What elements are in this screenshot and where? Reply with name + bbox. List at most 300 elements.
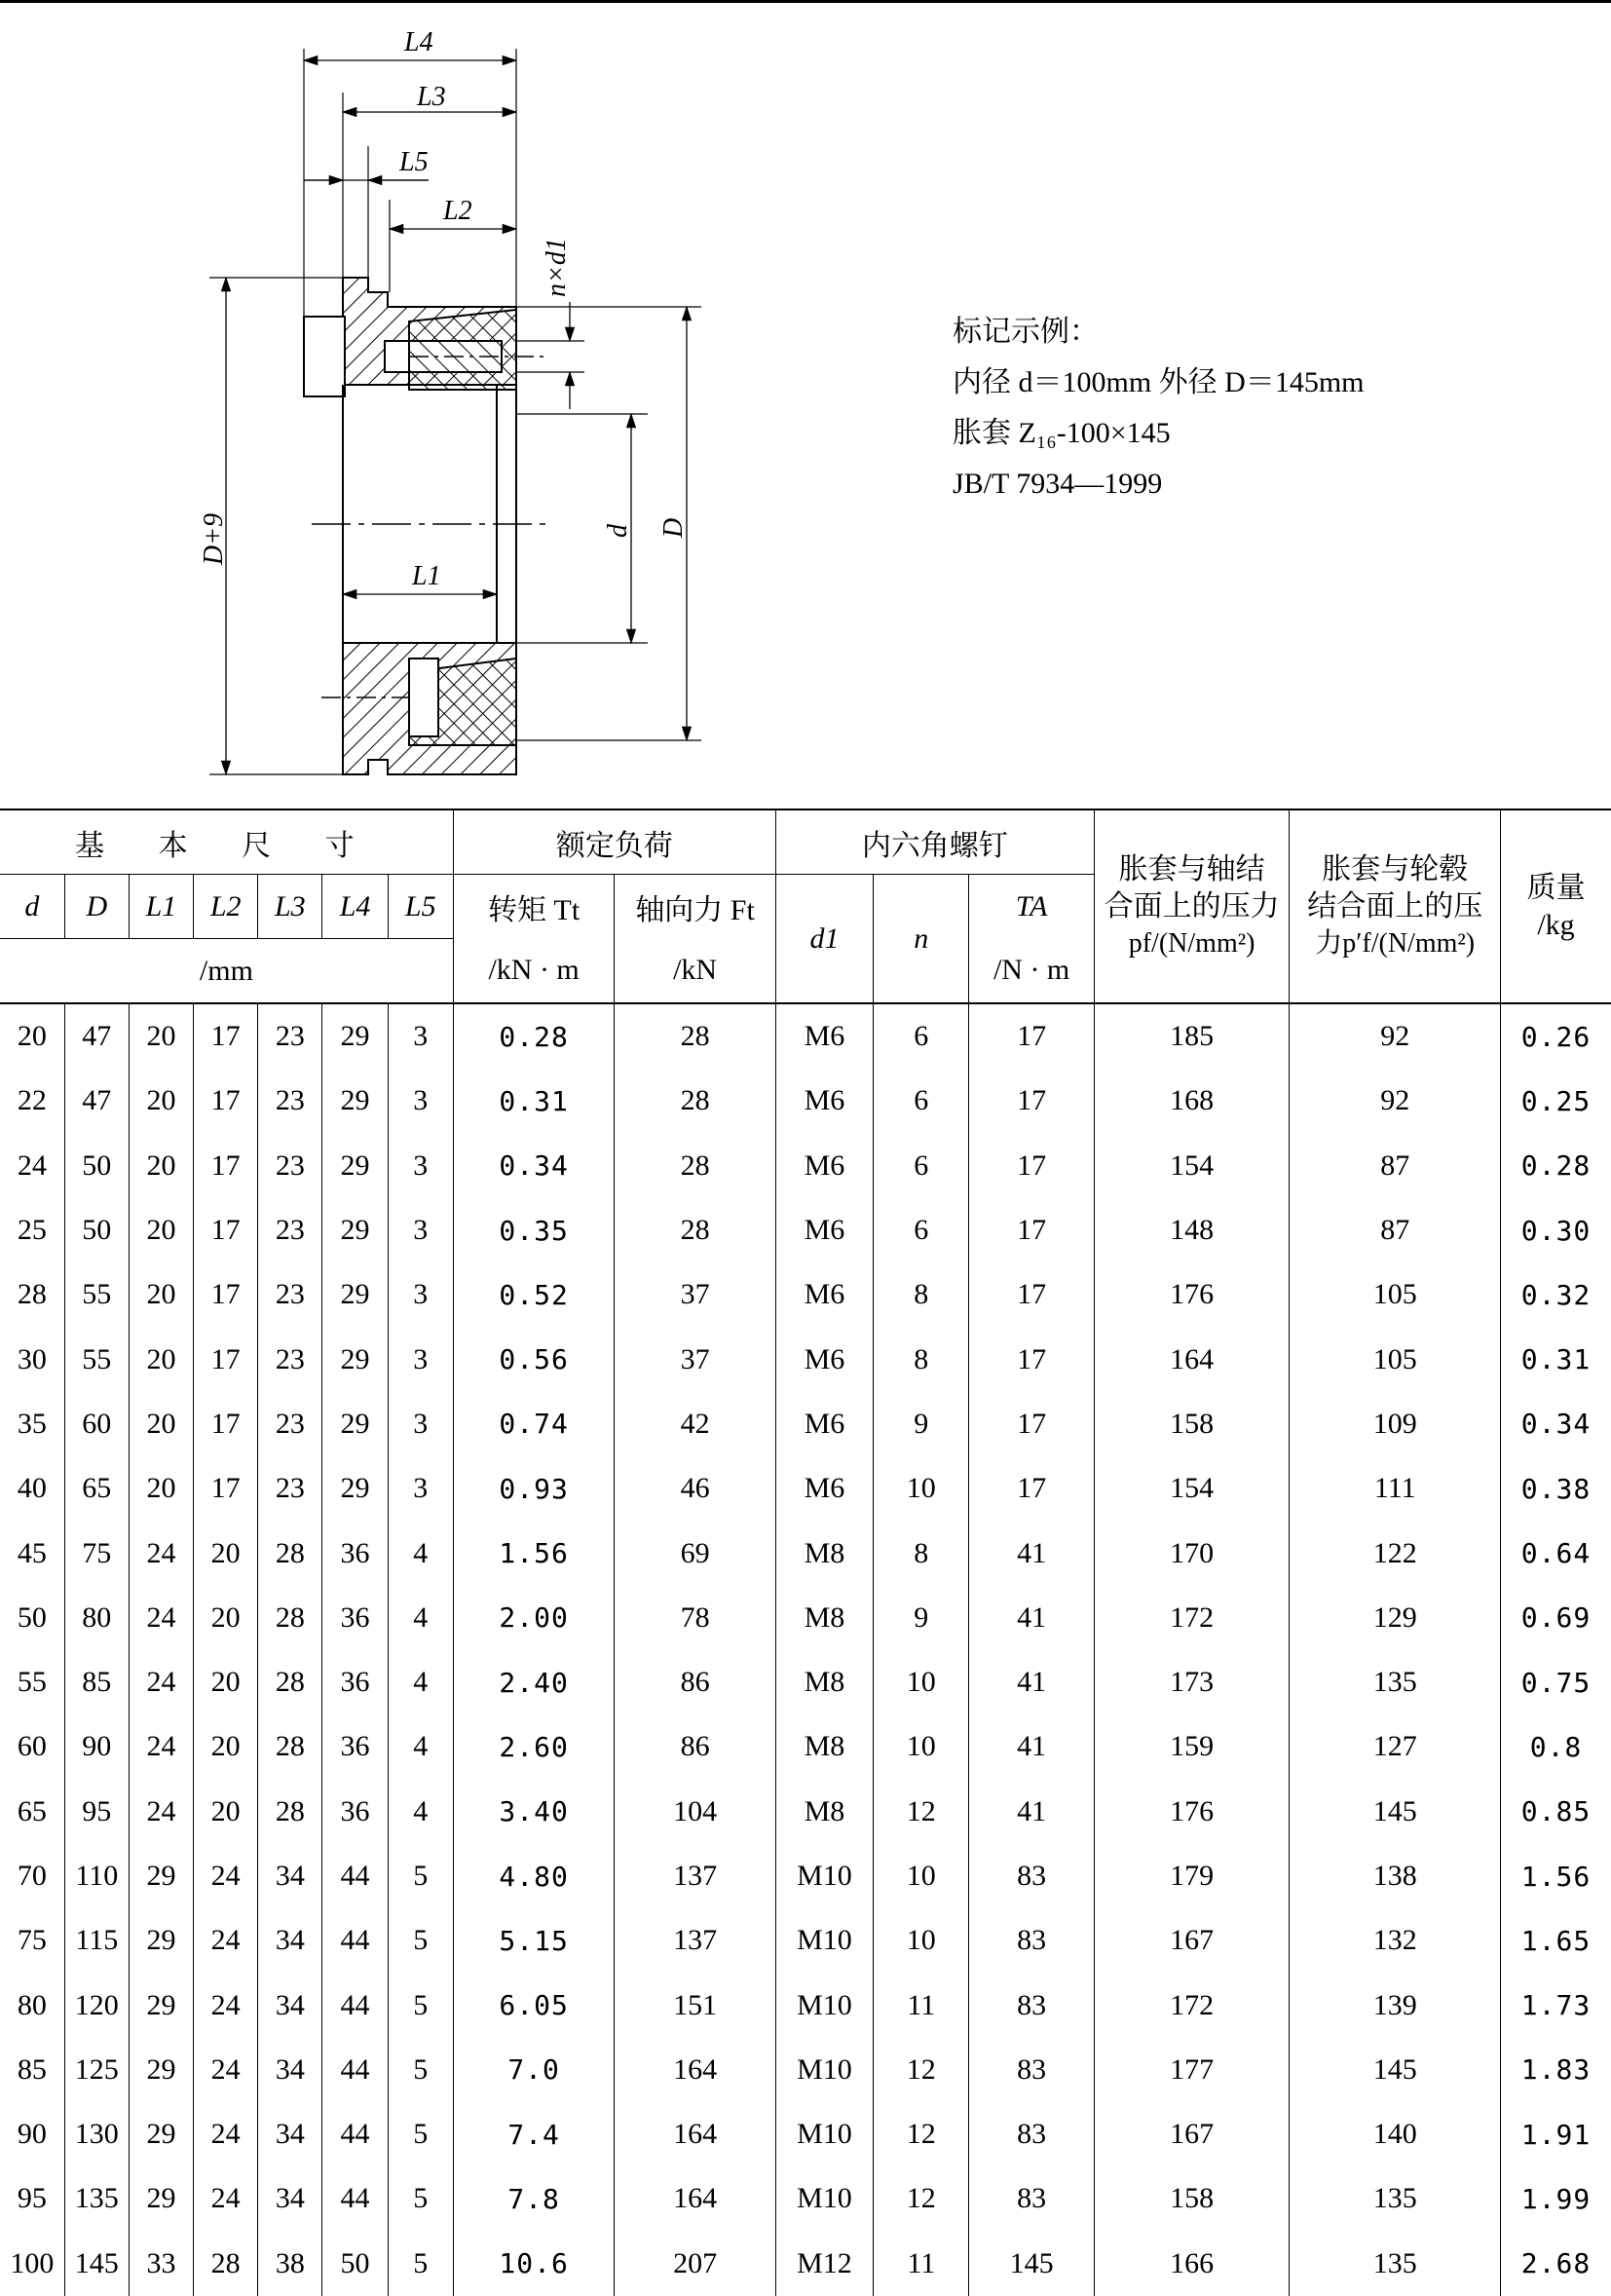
table-cell: 50 [64, 1198, 129, 1262]
marking-title: 标记示例： [953, 316, 1099, 348]
table-cell: 130 [64, 2102, 129, 2166]
table-cell: 7.4 [453, 2102, 614, 2166]
table-cell: 17 [194, 1262, 258, 1327]
table-cell: 24 [194, 1844, 258, 1908]
table-cell: M10 [775, 2166, 873, 2231]
table-row [0, 1521, 1611, 1585]
table-cell: 44 [322, 2038, 388, 2102]
table-cell: 148 [1094, 1198, 1290, 1262]
table-cell: 4 [388, 1714, 453, 1779]
table-cell: 29 [129, 2038, 193, 2102]
col-d: d [0, 875, 64, 939]
table-cell: M6 [775, 1262, 873, 1327]
table-cell: 138 [1290, 1844, 1501, 1908]
table-cell: 85 [0, 2038, 64, 2102]
table-cell: 0.25 [1520, 1084, 1592, 1117]
col-axial-force: 轴向力 Ft [615, 875, 775, 939]
table-cell: 145 [969, 2232, 1094, 2296]
table-cell: 9 [874, 1586, 969, 1650]
table-cell: 6 [874, 1134, 969, 1198]
table-cell: 105 [1290, 1327, 1501, 1391]
marking-line-1: 内径 d＝100mm 外径 D＝145mm [953, 366, 1365, 398]
table-row [0, 1456, 1611, 1521]
table-cell: M10 [775, 2102, 873, 2166]
table-cell: 23 [258, 1069, 322, 1133]
table-cell: 17 [194, 1456, 258, 1521]
table-cell: 167 [1094, 1908, 1290, 1973]
spec-table [0, 809, 1611, 2296]
table-cell: M6 [775, 1456, 873, 1521]
table-cell: 24 [194, 2102, 258, 2166]
table-cell: 34 [258, 1844, 322, 1908]
table-cell: 83 [969, 1973, 1094, 2037]
table-cell: 41 [969, 1714, 1094, 1779]
table-cell: 4.80 [453, 1844, 614, 1908]
table-cell: 1.56 [453, 1521, 614, 1585]
table-cell: 3 [388, 1327, 453, 1391]
table-cell: 29 [322, 1003, 388, 1069]
table-cell: 29 [129, 1908, 193, 1973]
table-cell: 29 [322, 1456, 388, 1521]
table-cell: 20 [194, 1521, 258, 1585]
table-cell: 29 [322, 1327, 388, 1391]
table-cell: M12 [775, 2232, 873, 2296]
table-cell: 17 [969, 1456, 1094, 1521]
table-cell: 47 [64, 1069, 129, 1133]
table-cell: 41 [969, 1521, 1094, 1585]
table-cell: 60 [0, 1714, 64, 1779]
table-cell: 65 [0, 1780, 64, 1844]
table-cell: 44 [322, 2102, 388, 2166]
table-cell: 34 [258, 1908, 322, 1973]
table-cell: 0.31 [1520, 1343, 1592, 1376]
table-cell: 44 [322, 1844, 388, 1908]
table-cell: 28 [258, 1521, 322, 1585]
table-cell: 5 [388, 2166, 453, 2231]
unit-axial: /kN [615, 939, 775, 1004]
table-cell: M6 [775, 1198, 873, 1262]
table-cell: M6 [775, 1134, 873, 1198]
table-cell: 0.56 [453, 1327, 614, 1391]
table-cell: 24 [194, 1973, 258, 2037]
table-cell: 17 [969, 1134, 1094, 1198]
table-cell: 95 [0, 2166, 64, 2231]
table-cell: 3 [388, 1392, 453, 1456]
table-cell: 87 [1290, 1134, 1501, 1198]
table-cell: 24 [0, 1134, 64, 1198]
table-row [0, 1262, 1611, 1327]
table-cell: 83 [969, 2038, 1094, 2102]
table-cell: 111 [1290, 1456, 1501, 1521]
table-cell: 11 [874, 1973, 969, 2037]
table-cell: 17 [194, 1134, 258, 1198]
table-cell: M10 [775, 2038, 873, 2102]
table-cell: 3.40 [453, 1780, 614, 1844]
table-cell: 2.40 [453, 1650, 614, 1714]
table-cell: 36 [322, 1714, 388, 1779]
table-cell: 3 [388, 1456, 453, 1521]
table-cell: 44 [322, 2166, 388, 2231]
col-n: n [874, 875, 969, 1004]
table-cell: 7.8 [453, 2166, 614, 2231]
table-cell: 164 [615, 2038, 775, 2102]
table-cell: M8 [775, 1650, 873, 1714]
table-cell: 154 [1094, 1134, 1290, 1198]
table-cell: 47 [64, 1003, 129, 1069]
table-cell: 34 [258, 2038, 322, 2102]
table-cell: 65 [64, 1456, 129, 1521]
table-cell: 109 [1290, 1392, 1501, 1456]
table-cell: 4 [388, 1780, 453, 1844]
table-cell: 6.05 [453, 1973, 614, 2037]
table-cell: 17 [969, 1069, 1094, 1133]
table-cell: 158 [1094, 2166, 1290, 2231]
table-cell: 132 [1290, 1908, 1501, 1973]
table-cell: 0.74 [453, 1392, 614, 1456]
table-cell: 6 [874, 1069, 969, 1133]
table-cell: 24 [129, 1780, 193, 1844]
table-cell: 173 [1094, 1650, 1290, 1714]
label-L2: L2 [443, 196, 472, 226]
table-row [0, 2166, 1611, 2231]
table-cell: M8 [775, 1714, 873, 1779]
table-cell: 17 [969, 1262, 1094, 1327]
table-cell: 41 [969, 1780, 1094, 1844]
table-cell: 36 [322, 1780, 388, 1844]
table-cell: 10 [874, 1908, 969, 1973]
table-cell: 12 [874, 2038, 969, 2102]
table-cell: 23 [258, 1134, 322, 1198]
table-cell: 1.56 [1520, 1860, 1592, 1893]
table-cell: 25 [0, 1198, 64, 1262]
table-cell: 92 [1290, 1003, 1501, 1069]
table-cell: 55 [64, 1262, 129, 1327]
label-L3: L3 [417, 82, 446, 112]
table-cell: 20 [194, 1586, 258, 1650]
table-cell: 0.31 [453, 1069, 614, 1133]
table-cell: 24 [129, 1714, 193, 1779]
table-cell: 22 [0, 1069, 64, 1133]
label-L5: L5 [399, 147, 429, 177]
table-cell: 23 [258, 1003, 322, 1069]
table-cell: 33 [129, 2232, 193, 2296]
table-cell: 0.64 [1520, 1537, 1592, 1570]
table-cell: 4 [388, 1521, 453, 1585]
table-cell: 28 [258, 1650, 322, 1714]
group-basic-dimensions: 基 本 尺 寸 [0, 809, 453, 875]
table-row [0, 1134, 1611, 1198]
table-cell: 0.28 [1520, 1149, 1592, 1183]
table-cell: 86 [615, 1714, 775, 1779]
group-socket-screw: 内六角螺钉 [775, 809, 1094, 875]
table-cell: 3 [388, 1003, 453, 1069]
table-cell: M8 [775, 1586, 873, 1650]
table-cell: 0.35 [453, 1198, 614, 1262]
table-cell: 2.00 [453, 1586, 614, 1650]
table-cell: 28 [0, 1262, 64, 1327]
table-cell: 41 [969, 1650, 1094, 1714]
table-cell: 28 [258, 1714, 322, 1779]
table-cell: 20 [129, 1134, 193, 1198]
table-cell: 10 [874, 1714, 969, 1779]
table-cell: 29 [129, 1844, 193, 1908]
table-cell: 24 [129, 1521, 193, 1585]
table-cell: 6 [874, 1198, 969, 1262]
table-cell: 139 [1290, 1973, 1501, 2037]
table-cell: 5.15 [453, 1908, 614, 1973]
table-cell: 20 [129, 1456, 193, 1521]
table-cell: 83 [969, 1908, 1094, 1973]
table-cell: 50 [0, 1586, 64, 1650]
table-cell: 29 [322, 1392, 388, 1456]
table-cell: 164 [1094, 1327, 1290, 1391]
table-row [0, 1973, 1611, 2037]
table-cell: 55 [0, 1650, 64, 1714]
table-cell: 8 [874, 1262, 969, 1327]
table-cell: 0.34 [1520, 1408, 1592, 1441]
table-cell: 23 [258, 1198, 322, 1262]
table-cell: 2.68 [1520, 2247, 1592, 2280]
table-cell: 0.52 [453, 1262, 614, 1327]
table-cell: 135 [1290, 2166, 1501, 2231]
table-cell: 151 [615, 1973, 775, 2037]
table-cell: 135 [1290, 1650, 1501, 1714]
col-d1: d1 [775, 875, 873, 1004]
table-cell: 29 [322, 1198, 388, 1262]
table-cell: 29 [322, 1262, 388, 1327]
table-cell: 110 [64, 1844, 129, 1908]
marking-line-2: 胀套 Z₁₆-100×145 [953, 417, 1171, 449]
table-cell: 28 [615, 1003, 775, 1069]
table-cell: 145 [1290, 2038, 1501, 2102]
table-cell: 5 [388, 2102, 453, 2166]
table-cell: 28 [258, 1586, 322, 1650]
table-cell: 29 [129, 2102, 193, 2166]
table-cell: 122 [1290, 1521, 1501, 1585]
table-cell: 17 [969, 1003, 1094, 1069]
table-cell: 129 [1290, 1586, 1501, 1650]
table-body [0, 1003, 1611, 2296]
label-d: d [603, 524, 633, 538]
table-cell: 177 [1094, 2038, 1290, 2102]
table-cell: 69 [615, 1521, 775, 1585]
table-row [0, 2038, 1611, 2102]
table-cell: 0.26 [1520, 1020, 1592, 1053]
table-cell: 0.8 [1529, 1730, 1583, 1763]
table-cell: 17 [194, 1198, 258, 1262]
table-cell: 20 [194, 1714, 258, 1779]
table-cell: M10 [775, 1844, 873, 1908]
table-cell: 168 [1094, 1069, 1290, 1133]
table-cell: M6 [775, 1392, 873, 1456]
col-TA: TA [969, 875, 1094, 939]
table-cell: 20 [129, 1327, 193, 1391]
table-cell: 5 [388, 1973, 453, 2037]
table-cell: 4 [388, 1586, 453, 1650]
table-cell: 28 [615, 1069, 775, 1133]
table-row [0, 1908, 1611, 1973]
label-D: D [658, 517, 689, 538]
table-cell: 179 [1094, 1844, 1290, 1908]
table-cell: 164 [615, 2166, 775, 2231]
table-cell: 23 [258, 1327, 322, 1391]
table-cell: 37 [615, 1262, 775, 1327]
table-cell: 1.83 [1520, 2053, 1592, 2087]
header-pressure-shaft: 胀套与轴结 合面上的压力 pf/(N/mm²) [1094, 809, 1290, 1003]
table-cell: 30 [0, 1327, 64, 1391]
table-cell: M6 [775, 1003, 873, 1069]
label-L1: L1 [412, 561, 441, 591]
table-cell: 29 [129, 1973, 193, 2037]
table-cell: 3 [388, 1262, 453, 1327]
table-cell: 2.60 [453, 1714, 614, 1779]
table-cell: 3 [388, 1069, 453, 1133]
table-cell: 10 [874, 1844, 969, 1908]
table-cell: 23 [258, 1456, 322, 1521]
table-cell: 40 [0, 1456, 64, 1521]
table-cell: 95 [64, 1780, 129, 1844]
table-cell: 8 [874, 1327, 969, 1391]
label-nd1: n×d1 [542, 238, 572, 297]
table-row [0, 1327, 1611, 1391]
table-cell: 9 [874, 1392, 969, 1456]
marking-line-3: JB/T 7934—1999 [953, 468, 1163, 500]
table-cell: 5 [388, 1908, 453, 1973]
table-cell: 0.75 [1520, 1666, 1592, 1699]
col-torque: 转矩 Tt [453, 875, 614, 939]
table-cell: 8 [874, 1521, 969, 1585]
expansion-sleeve-drawing [0, 0, 1611, 809]
table-cell: M10 [775, 1908, 873, 1973]
table-cell: 166 [1094, 2232, 1290, 2296]
table-cell: 127 [1290, 1714, 1501, 1779]
table-cell: 100 [0, 2232, 64, 2296]
table-cell: 17 [969, 1327, 1094, 1391]
col-L1: L1 [129, 875, 193, 939]
label-L4: L4 [404, 27, 433, 57]
table-cell: 176 [1094, 1262, 1290, 1327]
table-cell: 5 [388, 1844, 453, 1908]
table-cell: 11 [874, 2232, 969, 2296]
table-cell: 17 [194, 1003, 258, 1069]
table-cell: 3 [388, 1134, 453, 1198]
table-cell: 5 [388, 2232, 453, 2296]
table-cell: 154 [1094, 1456, 1290, 1521]
table-cell: 0.93 [453, 1456, 614, 1521]
table-cell: 24 [129, 1586, 193, 1650]
col-L4: L4 [322, 875, 388, 939]
col-L5: L5 [388, 875, 453, 939]
table-cell: 0.34 [453, 1134, 614, 1198]
table-cell: 28 [615, 1134, 775, 1198]
table-cell: 12 [874, 2166, 969, 2231]
table-cell: 34 [258, 2166, 322, 2231]
table-cell: 10.6 [453, 2232, 614, 2296]
table-cell: 135 [64, 2166, 129, 2231]
table-cell: 135 [1290, 2232, 1501, 2296]
table-cell: 41 [969, 1586, 1094, 1650]
table-cell: 44 [322, 1908, 388, 1973]
table-cell: 29 [322, 1134, 388, 1198]
table-row [0, 1392, 1611, 1456]
table-cell: M6 [775, 1327, 873, 1391]
table-cell: M10 [775, 1973, 873, 2037]
table-cell: 125 [64, 2038, 129, 2102]
table-cell: 80 [0, 1973, 64, 2037]
table-cell: 17 [194, 1392, 258, 1456]
table-cell: 42 [615, 1392, 775, 1456]
table-cell: 24 [194, 2038, 258, 2102]
table-cell: 60 [64, 1392, 129, 1456]
unit-mm: /mm [0, 939, 453, 1004]
table-cell: 20 [129, 1392, 193, 1456]
table-cell: 104 [615, 1780, 775, 1844]
table-cell: 0.38 [1520, 1472, 1592, 1505]
table-cell: 23 [258, 1262, 322, 1327]
table-cell: 70 [0, 1844, 64, 1908]
table-row [0, 1069, 1611, 1133]
table-cell: 167 [1094, 2102, 1290, 2166]
table-cell: 0.30 [1520, 1214, 1592, 1247]
col-L2: L2 [194, 875, 258, 939]
table-cell: 158 [1094, 1392, 1290, 1456]
table-cell: 145 [1290, 1780, 1501, 1844]
table-cell: 24 [194, 1908, 258, 1973]
table-cell: 10 [874, 1456, 969, 1521]
table-cell: 20 [129, 1262, 193, 1327]
table-row [0, 1780, 1611, 1844]
table-cell: 172 [1094, 1586, 1290, 1650]
table-cell: 137 [615, 1844, 775, 1908]
table-cell: 28 [194, 2232, 258, 2296]
table-cell: 6 [874, 1003, 969, 1069]
table-cell: 34 [258, 1973, 322, 2037]
table-cell: 176 [1094, 1780, 1290, 1844]
table-cell: 87 [1290, 1198, 1501, 1262]
table-cell: 207 [615, 2232, 775, 2296]
table-cell: 44 [322, 1973, 388, 2037]
table-cell: 23 [258, 1392, 322, 1456]
table-cell: 24 [129, 1650, 193, 1714]
table-cell: 0.85 [1520, 1795, 1592, 1828]
table-row [0, 1198, 1611, 1262]
table-cell: M8 [775, 1780, 873, 1844]
group-rated-load: 额定负荷 [453, 809, 775, 875]
table-cell: 29 [322, 1069, 388, 1133]
table-cell: 170 [1094, 1521, 1290, 1585]
table-cell: 50 [64, 1134, 129, 1198]
table-cell: 45 [0, 1521, 64, 1585]
table-cell: 115 [64, 1908, 129, 1973]
table-cell: 28 [258, 1780, 322, 1844]
table-cell: 50 [322, 2232, 388, 2296]
table-row [0, 1650, 1611, 1714]
table-cell: 34 [258, 2102, 322, 2166]
table-row [0, 1714, 1611, 1779]
table-row [0, 1586, 1611, 1650]
table-cell: 185 [1094, 1003, 1290, 1069]
table-cell: 120 [64, 1973, 129, 2037]
table-cell: 20 [129, 1198, 193, 1262]
table-cell: 0.28 [453, 1003, 614, 1069]
table-cell: 4 [388, 1650, 453, 1714]
table-cell: 37 [615, 1327, 775, 1391]
table-cell: 78 [615, 1586, 775, 1650]
table-cell: 17 [969, 1392, 1094, 1456]
table-cell: 20 [194, 1780, 258, 1844]
table-cell: 38 [258, 2232, 322, 2296]
table-cell: 7.0 [453, 2038, 614, 2102]
